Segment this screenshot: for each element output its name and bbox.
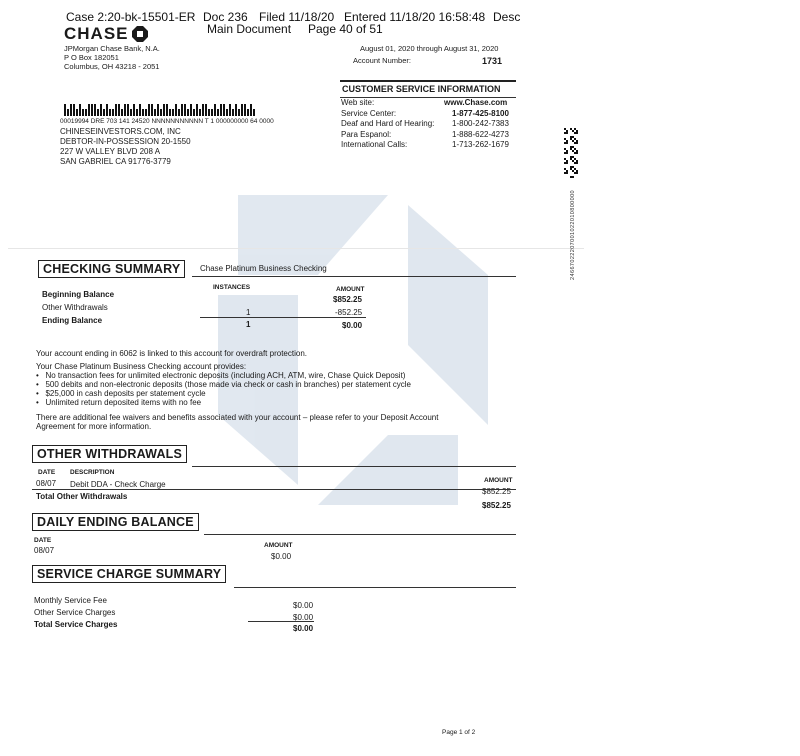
qr-code-icon: [564, 128, 580, 178]
col-amount: AMOUNT: [336, 286, 365, 293]
barcode-bar: [79, 104, 81, 116]
barcode-bar: [208, 109, 210, 116]
barcode-bar: [235, 104, 237, 116]
ow-col-date: DATE: [38, 469, 56, 476]
scs-subtotal-rule: [248, 621, 314, 622]
ending-balance-amount: $0.00: [342, 321, 363, 330]
barcode-bar: [253, 109, 255, 116]
barcode-bar: [181, 104, 183, 116]
barcode-bar: [196, 104, 198, 116]
barcode-bar: [241, 104, 243, 116]
barcode-bar: [220, 104, 222, 116]
ending-balance-label: Ending Balance: [42, 316, 103, 325]
barcode-bar: [136, 109, 138, 116]
other-withdrawals-title: OTHER WITHDRAWALS: [32, 445, 187, 463]
deb-row-date: 08/07: [34, 546, 55, 555]
barcode-bar: [64, 104, 66, 116]
barcode-bar: [214, 104, 216, 116]
barcode-bar: [250, 104, 252, 116]
barcode-bar: [229, 104, 231, 116]
other-withdrawals-title-rule: [192, 466, 516, 467]
barcode-bar: [166, 104, 168, 116]
other-withdrawals-label: Other Withdrawals: [42, 303, 108, 312]
barcode-bar: [100, 104, 102, 116]
account-number: 1731: [482, 56, 503, 66]
service-charge-summary-title: SERVICE CHARGE SUMMARY: [32, 565, 226, 583]
barcode-bar: [145, 109, 147, 116]
cs-value-0: www.Chase.com: [444, 98, 508, 107]
ow-total-label: Total Other Withdrawals: [36, 492, 128, 501]
mailing-line-3: 227 W VALLEY BLVD 208 A: [60, 147, 161, 156]
desc-label: Desc: [493, 10, 521, 24]
barcode-bar: [112, 109, 114, 116]
barcode-bar: [127, 104, 129, 116]
col-instances: INSTANCES: [213, 284, 251, 291]
barcode-bar: [238, 109, 240, 116]
mailing-code-line: 00019994 DRE 703 141 24520 NNNNNNNNNNN T 1 000000000 64 0000: [60, 118, 274, 125]
bank-city: Columbus, OH 43218 - 2051: [64, 62, 160, 71]
mailing-line-4: SAN GABRIEL CA 91776-3779: [60, 157, 171, 166]
summary-subtotal-rule: [200, 317, 366, 318]
deb-col-amount: AMOUNT: [264, 542, 293, 549]
barcode-bar: [91, 104, 93, 116]
provides-intro: Your Chase Platinum Business Checking account provides:: [36, 362, 247, 371]
ow-col-amount: AMOUNT: [484, 477, 513, 484]
total-service-charges-label: Total Service Charges: [34, 620, 118, 629]
barcode-bar: [103, 109, 105, 116]
monthly-service-fee-amount: $0.00: [293, 601, 314, 610]
barcode-bar: [121, 109, 123, 116]
barcode-bar: [244, 104, 246, 116]
barcode-bar: [70, 104, 72, 116]
statement-period: August 01, 2020 through August 31, 2020: [360, 44, 499, 53]
barcode-bar: [151, 104, 153, 116]
barcode-bar: [76, 109, 78, 116]
other-withdrawals-instances: 1: [246, 308, 251, 317]
barcode-bar: [187, 109, 189, 116]
side-code: 24667022207001022010800000: [570, 190, 576, 280]
ow-row-date: 08/07: [36, 479, 57, 488]
overdraft-note: Your account ending in 6062 is linked to this account for overdraft protection.: [36, 349, 307, 358]
cs-value-2: 1-800-242-7383: [452, 119, 509, 128]
barcode-bar: [85, 109, 87, 116]
checking-summary-rule: [192, 276, 516, 277]
filed-date: Filed 11/18/20: [259, 10, 335, 24]
barcode-bar: [82, 109, 84, 116]
ow-col-description: DESCRIPTION: [70, 469, 115, 476]
barcode-bar: [226, 109, 228, 116]
postal-barcode: [64, 98, 256, 112]
checking-product-name: Chase Platinum Business Checking: [200, 264, 327, 273]
other-service-charges-label: Other Service Charges: [34, 608, 116, 617]
barcode-bar: [130, 109, 132, 116]
cs-title: CUSTOMER SERVICE INFORMATION: [342, 84, 501, 94]
barcode-bar: [169, 109, 171, 116]
cs-label-0: Web site:: [341, 98, 375, 107]
barcode-bar: [133, 104, 135, 116]
cs-label-3: Para Espanol:: [341, 129, 392, 139]
bullet-2: • 500 debits and non-electronic deposits (those made via check or cash in branches) per statement cycle: [36, 380, 411, 389]
bullet-3-text: $25,000 in cash deposits per statement cycle: [45, 389, 206, 398]
bullet-1: • No transaction fees for unlimited electronic deposits (including ACH, ATM, wire, Chase Quick Deposit): [36, 371, 406, 380]
chase-logo: [64, 24, 148, 44]
barcode-bar: [97, 109, 99, 116]
bullet-2-text: 500 debits and non-electronic deposits (those made via check or cash in branches) per statement cycle: [45, 380, 411, 389]
fee-waiver-line-2: Agreement for more information.: [36, 422, 152, 431]
barcode-bar: [211, 109, 213, 116]
chase-logo-text: CHASE: [64, 24, 129, 43]
barcode-bar: [73, 104, 75, 116]
barcode-bar: [142, 109, 144, 116]
bullet-3: • $25,000 in cash deposits per statement cycle: [36, 389, 206, 398]
other-service-charges-amount: $0.00: [293, 613, 314, 622]
barcode-bar: [67, 109, 69, 116]
doc-number: Doc 236: [203, 10, 248, 24]
barcode-bar: [157, 104, 159, 116]
barcode-bar: [154, 109, 156, 116]
barcode-bar: [124, 104, 126, 116]
cs-value-1: 1-877-425-8100: [452, 108, 509, 118]
daily-ending-balance-title: DAILY ENDING BALANCE: [32, 513, 199, 531]
page-count: Page 40 of 51: [308, 22, 383, 36]
cs-label-4: International Calls:: [341, 140, 408, 149]
barcode-bar: [118, 104, 120, 116]
barcode-bar: [109, 109, 111, 116]
scs-title-rule: [234, 587, 516, 588]
cs-value-3: 1-888-622-4273: [452, 129, 509, 139]
barcode-bar: [172, 109, 174, 116]
entered-date: Entered 11/18/20 16:58:48: [344, 10, 486, 24]
cs-label-1: Service Center:: [341, 108, 397, 118]
beginning-balance-label: Beginning Balance: [42, 290, 115, 299]
barcode-bar: [178, 109, 180, 116]
barcode-bar: [94, 104, 96, 116]
ow-row-description: Debit DDA - Check Charge: [70, 480, 166, 489]
barcode-bar: [115, 104, 117, 116]
deb-row-amount: $0.00: [271, 552, 292, 561]
case-number: Case 2:20-bk-15501-ER: [66, 10, 196, 24]
deb-col-date: DATE: [34, 537, 52, 544]
barcode-bar: [163, 104, 165, 116]
cs-label-2: Deaf and Hard of Hearing:: [341, 119, 435, 128]
barcode-bar: [175, 104, 177, 116]
mailing-line-1: CHINESEINVESTORS.COM, INC: [60, 127, 181, 136]
bullet-4: • Unlimited return deposited items with no fee: [36, 398, 202, 407]
fold-line: [8, 248, 584, 249]
bullet-1-text: No transaction fees for unlimited electronic deposits (including ACH, ATM, wire, Chase Quick Deposit): [45, 371, 406, 380]
barcode-bar: [205, 104, 207, 116]
bank-po-box: P O Box 182051: [64, 53, 119, 62]
cs-top-rule: [340, 80, 516, 82]
barcode-bar: [217, 109, 219, 116]
barcode-bar: [88, 104, 90, 116]
cs-value-4: 1-713-262-1679: [452, 140, 509, 149]
barcode-bar: [199, 109, 201, 116]
ow-row-rule: [32, 489, 516, 490]
barcode-bar: [106, 104, 108, 116]
deb-title-rule: [204, 534, 516, 535]
fee-waiver-line-1: There are additional fee waivers and benefits associated with your account – please refer to your Deposit Account: [36, 413, 439, 422]
ow-row-amount: $852.25: [482, 487, 511, 496]
account-number-label: Account Number:: [353, 56, 411, 65]
statement-page: [8, 0, 584, 748]
barcode-bar: [139, 104, 141, 116]
barcode-bar: [184, 104, 186, 116]
monthly-service-fee-label: Monthly Service Fee: [34, 596, 107, 605]
barcode-bar: [193, 109, 195, 116]
beginning-balance-amount: $852.25: [333, 295, 362, 304]
barcode-bar: [160, 109, 162, 116]
other-withdrawals-amount: -852.25: [335, 308, 363, 317]
barcode-bar: [223, 104, 225, 116]
barcode-bar: [247, 109, 249, 116]
barcode-bar: [190, 104, 192, 116]
page-footer: Page 1 of 2: [442, 729, 476, 736]
bullet-4-text: Unlimited return deposited items with no fee: [45, 398, 202, 407]
barcode-bar: [202, 104, 204, 116]
ending-balance-instances: 1: [246, 320, 251, 329]
barcode-bar: [232, 109, 234, 116]
ow-total-amount: $852.25: [482, 501, 511, 510]
total-service-charges-amount: $0.00: [293, 624, 314, 633]
bank-name: JPMorgan Chase Bank, N.A.: [64, 44, 160, 53]
checking-summary-title: CHECKING SUMMARY: [38, 260, 185, 278]
barcode-bar: [148, 104, 150, 116]
chase-octagon-icon: [132, 26, 148, 42]
main-document-label: Main Document: [207, 22, 292, 36]
mailing-line-2: DEBTOR-IN-POSSESSION 20-1550: [60, 137, 191, 146]
